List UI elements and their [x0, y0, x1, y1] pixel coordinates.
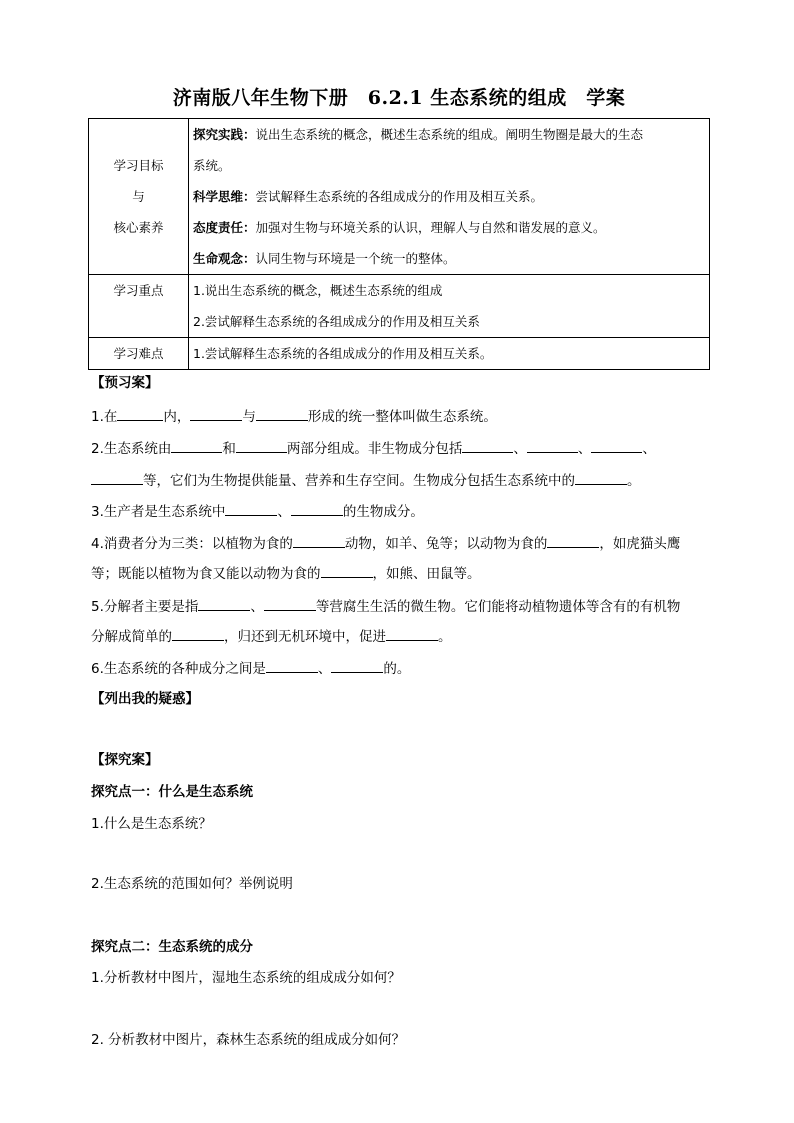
fill-blank[interactable] [264, 596, 316, 611]
fill-blank[interactable] [117, 406, 163, 421]
explore-heading: 【探究案】 [91, 752, 159, 768]
question-text: 5.分解者主要是指 [91, 599, 199, 615]
goals-content-cell [189, 119, 710, 275]
fill-blank[interactable] [236, 438, 287, 453]
explore-point-2-question-1: 1.分析教材中图片，湿地生态系统的组成成分如何？ [91, 970, 401, 986]
goal-line [193, 243, 705, 274]
goals-label-line: 核心素养 [113, 220, 164, 235]
question-text: 的。 [383, 661, 411, 677]
question-text: ，如虎猫头鹰 [599, 536, 681, 552]
question-text: ，如熊、田鼠等。 [372, 566, 481, 582]
goal-text: 认同生物与环境是一个统一的整体。 [255, 251, 456, 266]
question-text: ，归还到无机环境中，促进 [224, 629, 386, 645]
goal-text: 说出生态系统的概念，概述生态系统的组成。阐明生物圈是最大的生态 [255, 127, 644, 142]
fill-blank[interactable] [331, 658, 383, 673]
question-text: 内， [163, 409, 191, 425]
fill-blank[interactable] [547, 533, 599, 548]
question-text: 分解成简单的 [91, 629, 172, 645]
fill-blank[interactable] [575, 470, 627, 485]
fill-blank[interactable] [198, 596, 250, 611]
question-text: 、 [250, 599, 264, 615]
fill-blank[interactable] [386, 626, 438, 641]
question-text: 、 [642, 441, 656, 457]
table-row [89, 119, 710, 275]
preview-question-1 [91, 406, 711, 427]
fill-blank[interactable] [527, 438, 578, 453]
preview-heading: 【预习案】 [91, 375, 159, 391]
fill-blank[interactable] [293, 533, 345, 548]
goals-label-cell [89, 119, 189, 275]
preview-question-3 [91, 501, 711, 522]
fill-blank[interactable] [91, 470, 143, 485]
table-row [89, 275, 710, 338]
preview-question-6 [91, 658, 711, 679]
question-text: 。 [627, 473, 641, 489]
key-points-cell [189, 275, 710, 338]
key-point-line: 2.尝试解释生态系统的各组成成分的作用及相互关系 [193, 314, 480, 329]
preview-question-5 [91, 596, 711, 617]
fill-blank[interactable] [190, 406, 242, 421]
doubts-heading: 【列出我的疑惑】 [91, 691, 199, 707]
goal-line [193, 119, 705, 150]
worksheet-header [88, 84, 710, 370]
goal-line [193, 212, 705, 243]
fill-blank[interactable] [591, 438, 642, 453]
page-title: 济南版八年生物下册 6.2.1 生态系统的组成 学案 [172, 87, 626, 109]
explore-point-2: 探究点二：生态系统的成分 [91, 939, 253, 955]
goal-line [193, 181, 705, 212]
question-text: 两部分组成。非生物成分包括 [286, 441, 463, 457]
key-point-line: 1.说出生态系统的概念，概述生态系统的组成 [193, 283, 443, 298]
preview-question-2-cont [91, 470, 711, 491]
preview-question-4 [91, 533, 711, 554]
question-text: 和 [222, 441, 236, 457]
explore-point-1-question-2: 2.生态系统的范围如何？举例说明 [91, 876, 293, 892]
goal-head: 探究实践： [193, 127, 256, 142]
question-text: 6.生态系统的各种成分之间是 [91, 661, 266, 677]
question-text: 2.生态系统由 [91, 441, 172, 457]
preview-question-4-cont [91, 563, 711, 584]
question-text: 、 [317, 661, 332, 677]
goal-head: 科学思维： [193, 189, 256, 204]
fill-blank[interactable] [321, 563, 373, 578]
preview-question-2 [91, 438, 711, 459]
explore-point-1-question-1: 1.什么是生态系统？ [91, 816, 212, 832]
goal-head: 态度责任： [193, 220, 256, 235]
question-text: 形成的统一整体叫做生态系统。 [307, 409, 497, 425]
preview-question-5-cont [91, 626, 711, 647]
question-text: 等，它们为生物提供能量、营养和生存空间。生物成分包括生态系统中的 [143, 473, 575, 489]
question-text: 等；既能以植物为食又能以动物为食的 [91, 566, 321, 582]
question-text: 1.在 [91, 409, 118, 425]
table-row [89, 338, 710, 370]
goals-label-line: 与 [132, 189, 145, 204]
question-text: 、 [577, 441, 592, 457]
key-points-label: 学习重点 [89, 275, 189, 338]
question-text: 4.消费者分为三类：以植物为食的 [91, 536, 293, 552]
difficult-points-label: 学习难点 [89, 338, 189, 370]
fill-blank[interactable] [256, 406, 308, 421]
objectives-table [88, 118, 710, 370]
goal-text: 系统。 [193, 158, 231, 173]
goal-line [193, 150, 705, 181]
fill-blank[interactable] [266, 658, 318, 673]
goal-head: 生命观念： [193, 251, 256, 266]
fill-blank[interactable] [462, 438, 513, 453]
question-text: 。 [438, 629, 452, 645]
goals-label-line: 学习目标 [113, 158, 164, 173]
fill-blank[interactable] [291, 501, 343, 516]
explore-point-2-question-2: 2. 分析教材中图片，森林生态系统的组成成分如何？ [91, 1032, 406, 1048]
fill-blank[interactable] [225, 501, 277, 516]
question-text: 动物，如羊、兔等；以动物为食的 [344, 536, 548, 552]
question-text: 3.生产者是生态系统中 [91, 504, 226, 520]
question-text: 等营腐生生活的微生物。它们能将动植物遗体等含有的有机物 [315, 599, 681, 615]
fill-blank[interactable] [171, 438, 222, 453]
question-text: 、 [277, 504, 291, 520]
fill-blank[interactable] [172, 626, 224, 641]
explore-point-1: 探究点一：什么是生态系统 [91, 784, 253, 800]
question-text: 、 [513, 441, 527, 457]
difficult-points-cell: 1.尝试解释生态系统的各组成成分的作用及相互关系。 [189, 338, 710, 370]
question-text: 的生物成分。 [342, 504, 424, 520]
question-text: 与 [242, 409, 256, 425]
goal-text: 尝试解释生态系统的各组成成分的作用及相互关系。 [255, 189, 544, 204]
goal-text: 加强对生物与环境关系的认识，理解人与自然和谐发展的意义。 [255, 220, 606, 235]
